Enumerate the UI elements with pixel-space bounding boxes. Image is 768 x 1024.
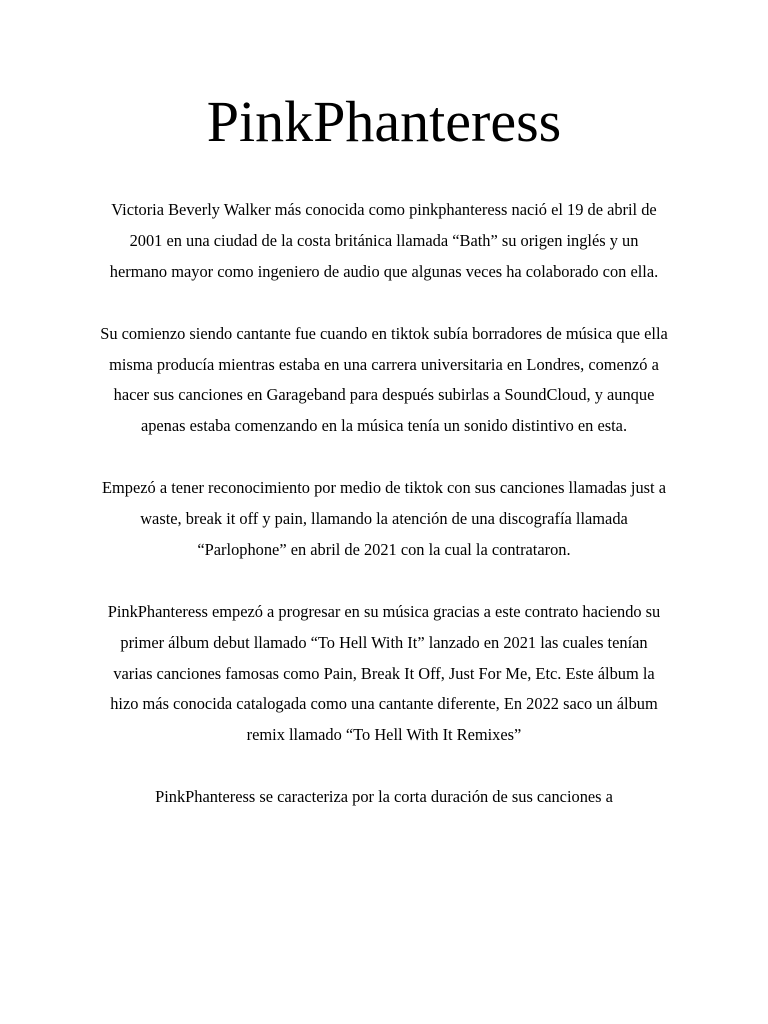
paragraph-beginnings: Su comienzo siendo cantante fue cuando en tiktok subía borradores de música que ella misma producía mientras estaba en una carrera universitaria en Londres, comenzó a hacer sus canciones en Garageband para después subirlas a SoundCloud, y aunque apenas estaba comenzando en la música tenía un sonido distintivo en esta. [100,323,668,436]
document-title: PinkPhanteress [206,89,562,154]
paragraph-debut-album: PinkPhanteress empezó a progresar en su música gracias a este contrato haciendo su primer álbum debut llamado “To Hell With It” lanzado en 2021 las cuales tenían varias canciones famosas como Pain, Break It Off, Just For Me, Etc. Este álbum la hizo más conocida catalogada como una cantante diferente, En 2022 saco un álbum remix llamado “To Hell With It Remixes” [107,601,661,745]
paragraph-recognition: Empezó a tener reconocimiento por medio de tiktok con sus canciones llamadas just a waste, break it off y pain, llamando la atención de una discografía llamada “Parlophone” en abril de 2021 con la cual la contrataron. [102,478,666,559]
paragraph-characteristics: PinkPhanteress se caracteriza por la corta duración de sus canciones a [155,787,613,807]
paragraph-origin: Victoria Beverly Walker más conocida como pinkphanteress nació el 19 de abril de 2001 en una ciudad de la costa británica llamada “Bath” su origen inglés y un hermano mayor como ingeniero de audio que algunas veces ha colaborado con ella. [109,200,659,281]
document-body [100,195,668,844]
